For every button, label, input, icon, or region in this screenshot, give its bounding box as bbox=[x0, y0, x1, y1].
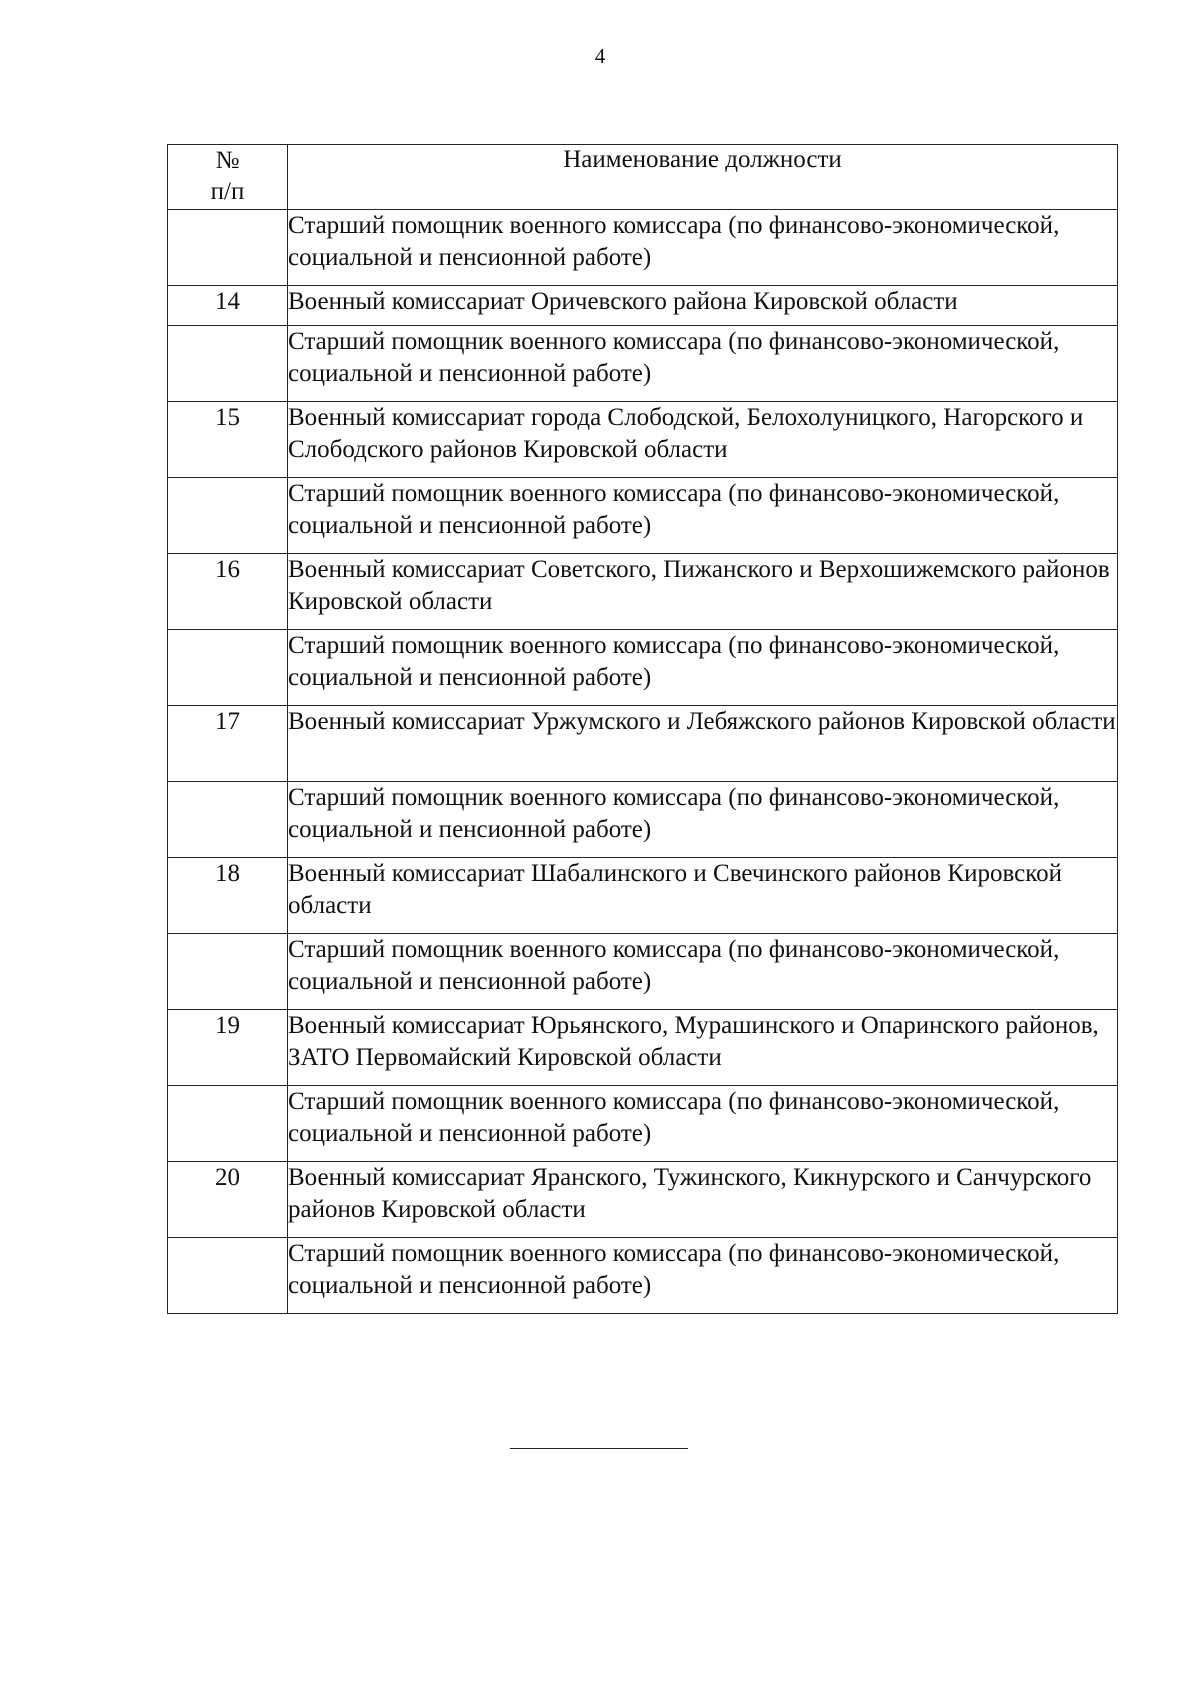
commissariat-name: Военный комиссариат Оричевского района Кировской области bbox=[288, 286, 1118, 326]
table-row bbox=[168, 706, 1118, 782]
commissariat-name: Военный комиссариат Советского, Пижанского и Верхошижемского районов Кировской области bbox=[288, 554, 1118, 630]
row-number: 18 bbox=[168, 858, 288, 934]
number-abbrev: п/п bbox=[210, 178, 245, 205]
row-number bbox=[168, 326, 288, 402]
table-row bbox=[168, 858, 1118, 934]
table-row bbox=[168, 286, 1118, 326]
row-number bbox=[168, 782, 288, 858]
commissariat-name: Военный комиссариат Шабалинского и Свечинского районов Кировской области bbox=[288, 858, 1118, 934]
position-title: Старший помощник военного комиссара (по финансово-экономической, социальной и пенсионной работе) bbox=[288, 630, 1118, 706]
table-row bbox=[168, 478, 1118, 554]
table-row bbox=[168, 782, 1118, 858]
table-row bbox=[168, 210, 1118, 286]
row-number bbox=[168, 1238, 288, 1314]
commissariat-name: Военный комиссариат Уржумского и Лебяжского районов Кировской области bbox=[288, 706, 1118, 782]
column-header-number bbox=[168, 145, 288, 210]
table-row bbox=[168, 326, 1118, 402]
row-number: 19 bbox=[168, 1010, 288, 1086]
row-number: 16 bbox=[168, 554, 288, 630]
row-number: 20 bbox=[168, 1162, 288, 1238]
table-row bbox=[168, 402, 1118, 478]
position-title: Старший помощник военного комиссара (по финансово-экономической, социальной и пенсионной работе) bbox=[288, 326, 1118, 402]
positions-table bbox=[167, 144, 1118, 1314]
number-sign: № bbox=[215, 147, 240, 174]
position-title: Старший помощник военного комиссара (по финансово-экономической, социальной и пенсионной работе) bbox=[288, 210, 1118, 286]
page-number: 4 bbox=[594, 44, 606, 68]
row-number bbox=[168, 478, 288, 554]
commissariat-name: Военный комиссариат города Слободской, Белохолуницкого, Нагорского и Слободского районов Кировской области bbox=[288, 402, 1118, 478]
table-row bbox=[168, 1238, 1118, 1314]
table-row bbox=[168, 1086, 1118, 1162]
row-number bbox=[168, 630, 288, 706]
table-row bbox=[168, 1010, 1118, 1086]
end-of-document-rule bbox=[510, 1448, 688, 1449]
table-row bbox=[168, 1162, 1118, 1238]
row-number: 17 bbox=[168, 706, 288, 782]
row-number bbox=[168, 210, 288, 286]
commissariat-name: Военный комиссариат Яранского, Тужинского, Кикнурского и Санчурского районов Кировской области bbox=[288, 1162, 1118, 1238]
table-row bbox=[168, 630, 1118, 706]
row-number: 15 bbox=[168, 402, 288, 478]
commissariat-name: Военный комиссариат Юрьянского, Мурашинского и Опаринского районов, ЗАТО Первомайский Кировской области bbox=[288, 1010, 1118, 1086]
table-row bbox=[168, 554, 1118, 630]
position-title: Старший помощник военного комиссара (по финансово-экономической, социальной и пенсионной работе) bbox=[288, 478, 1118, 554]
position-title: Старший помощник военного комиссара (по финансово-экономической, социальной и пенсионной работе) bbox=[288, 782, 1118, 858]
table-row bbox=[168, 934, 1118, 1010]
table-header-row bbox=[168, 145, 1118, 210]
row-number bbox=[168, 934, 288, 1010]
position-title: Старший помощник военного комиссара (по финансово-экономической, социальной и пенсионной работе) bbox=[288, 1086, 1118, 1162]
row-number bbox=[168, 1086, 288, 1162]
row-number: 14 bbox=[168, 286, 288, 326]
position-title: Старший помощник военного комиссара (по финансово-экономической, социальной и пенсионной работе) bbox=[288, 1238, 1118, 1314]
position-title: Старший помощник военного комиссара (по финансово-экономической, социальной и пенсионной работе) bbox=[288, 934, 1118, 1010]
column-header-position: Наименование должности bbox=[288, 145, 1118, 210]
